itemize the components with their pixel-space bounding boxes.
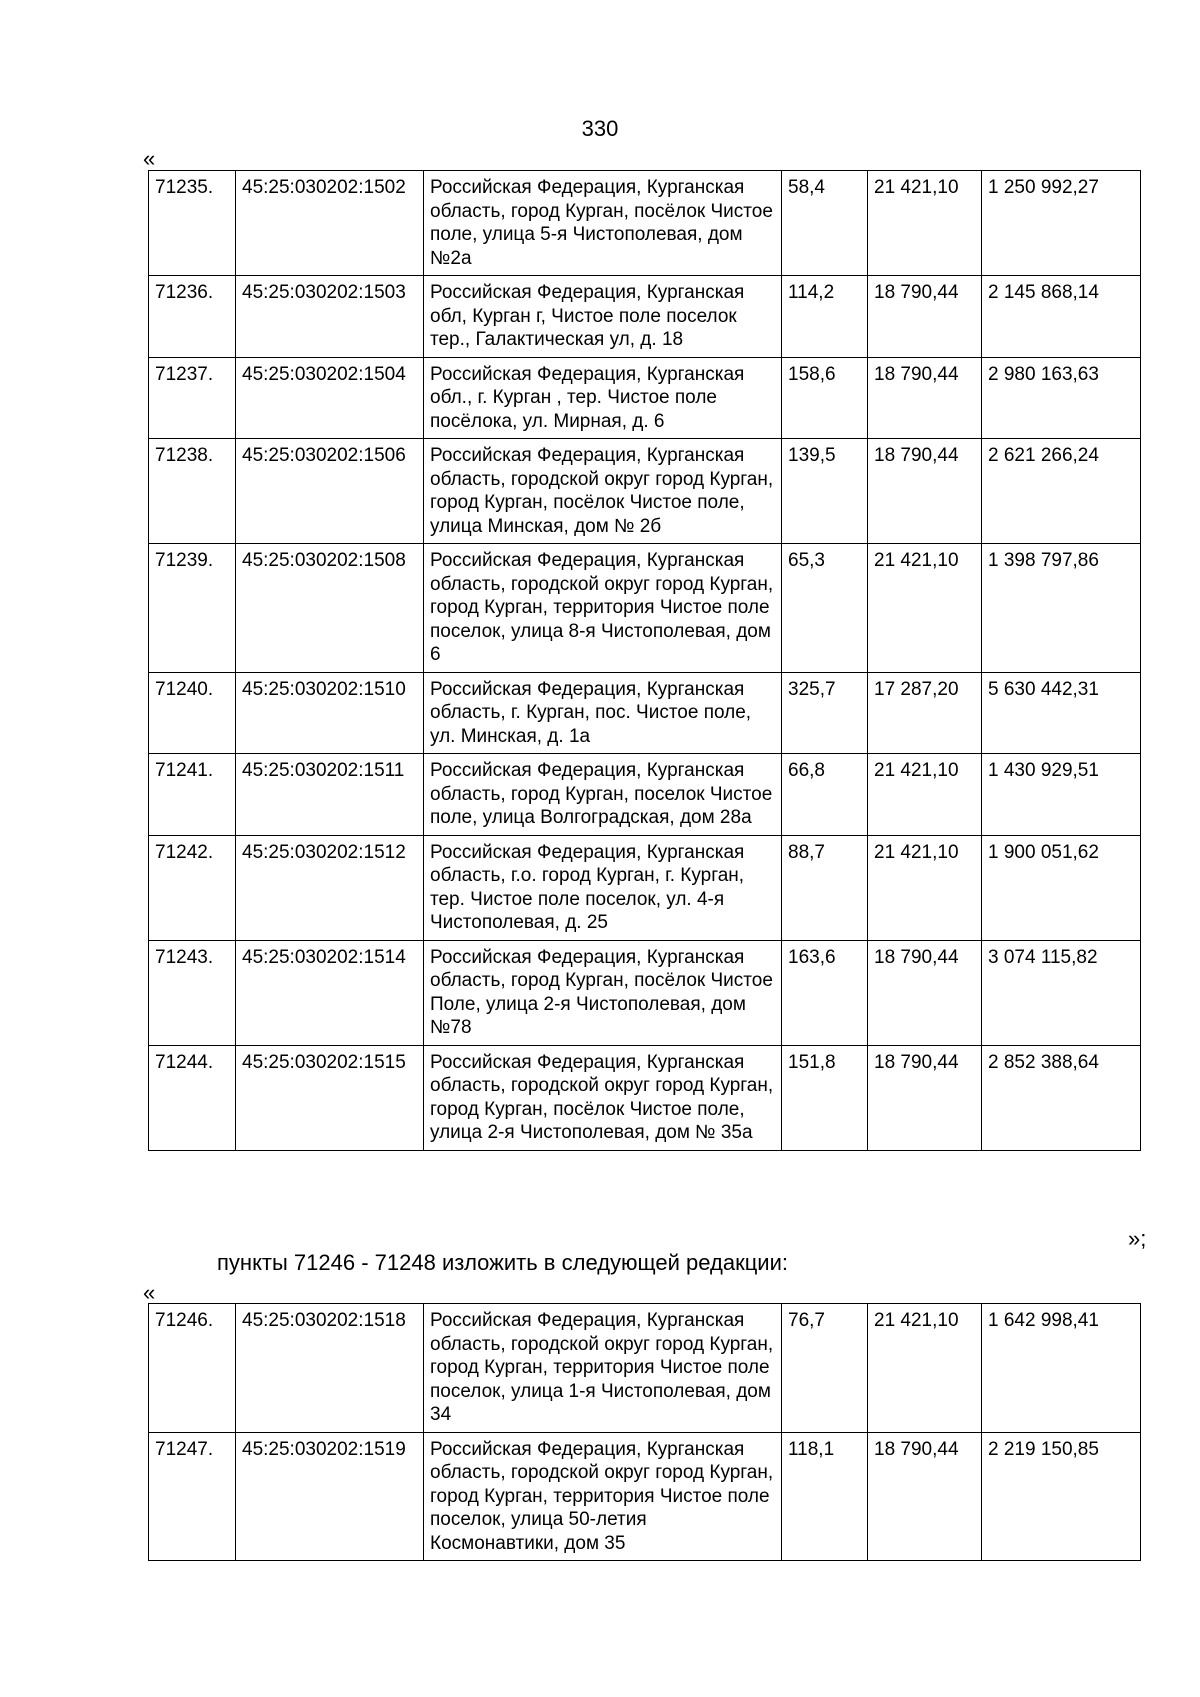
cadastral-number-cell: 45:25:030202:1514 [236,940,424,1045]
area-cell: 325,7 [782,672,868,754]
unit-value-cell: 21 421,10 [868,835,982,940]
unit-value-cell: 18 790,44 [868,940,982,1045]
opening-quote-2: « [143,1280,156,1305]
cadastral-value-cell: 1 900 051,62 [982,835,1141,940]
table-row [149,1432,1141,1561]
table-row [149,672,1141,754]
area-cell: 114,2 [782,276,868,358]
address-cell: Российская Федерация, Курганская обл., г. Курган , тер. Чистое поле посёлока, ул. Мирная, д. 6 [424,357,782,439]
cadastral-value-cell: 2 219 150,85 [982,1432,1141,1561]
table-row [149,544,1141,673]
cadastral-value-cell: 5 630 442,31 [982,672,1141,754]
cadastral-number-cell: 45:25:030202:1506 [236,439,424,544]
cadastral-value-cell: 2 980 163,63 [982,357,1141,439]
property-table-2 [148,1303,1141,1561]
cadastral-number-cell: 45:25:030202:1503 [236,276,424,358]
cadastral-number-cell: 45:25:030202:1519 [236,1432,424,1561]
address-cell: Российская Федерация, Курганская область, город Курган, посёлок Чистое поле, улица 5-я Чистополевая, дом №2а [424,171,782,276]
area-cell: 163,6 [782,940,868,1045]
unit-value-cell: 18 790,44 [868,357,982,439]
cadastral-value-cell: 1 250 992,27 [982,171,1141,276]
table-row [149,1045,1141,1150]
unit-value-cell: 18 790,44 [868,439,982,544]
address-cell: Российская Федерация, Курганская область, городской округ город Курган, город Курган, территория Чистое поле поселок, улица 50-летия Космонавтики, дом 35 [424,1432,782,1561]
address-cell: Российская Федерация, Курганская область, городской округ город Курган, город Курган, территория Чистое поле поселок, улица 8-я Чистополевая, дом 6 [424,544,782,673]
unit-value-cell: 18 790,44 [868,1045,982,1150]
row-number-cell: 71239. [149,544,236,673]
address-cell: Российская Федерация, Курганская область, г.о. город Курган, г. Курган, тер. Чистое поле поселок, ул. 4-я Чистополевая, д. 25 [424,835,782,940]
unit-value-cell: 21 421,10 [868,1304,982,1433]
area-cell: 88,7 [782,835,868,940]
closing-quote: »; [1128,1226,1147,1251]
row-number-cell: 71244. [149,1045,236,1150]
row-number-cell: 71240. [149,672,236,754]
table-row [149,940,1141,1045]
cadastral-value-cell: 1 430 929,51 [982,754,1141,836]
cadastral-value-cell: 1 642 998,41 [982,1304,1141,1433]
table-row [149,1304,1141,1433]
table-row [149,835,1141,940]
cadastral-number-cell: 45:25:030202:1502 [236,171,424,276]
unit-value-cell: 21 421,10 [868,171,982,276]
cadastral-number-cell: 45:25:030202:1518 [236,1304,424,1433]
cadastral-number-cell: 45:25:030202:1511 [236,754,424,836]
row-number-cell: 71243. [149,940,236,1045]
address-cell: Российская Федерация, Курганская область, город Курган, поселок Чистое поле, улица Волгоградская, дом 28а [424,754,782,836]
row-number-cell: 71237. [149,357,236,439]
row-number-cell: 71242. [149,835,236,940]
address-cell: Российская Федерация, Курганская область, городской округ город Курган, город Курган, посёлок Чистое поле, улица Минская, дом № 2б [424,439,782,544]
row-number-cell: 71241. [149,754,236,836]
address-cell: Российская Федерация, Курганская область, городской округ город Курган, город Курган, посёлок Чистое поле, улица 2-я Чистополевая, дом № 35а [424,1045,782,1150]
area-cell: 58,4 [782,171,868,276]
unit-value-cell: 18 790,44 [868,276,982,358]
row-number-cell: 71235. [149,171,236,276]
unit-value-cell: 21 421,10 [868,544,982,673]
cadastral-value-cell: 3 074 115,82 [982,940,1141,1045]
unit-value-cell: 18 790,44 [868,1432,982,1561]
address-cell: Российская Федерация, Курганская область, город Курган, посёлок Чистое Поле, улица 2-я Чистополевая, дом №78 [424,940,782,1045]
cadastral-number-cell: 45:25:030202:1508 [236,544,424,673]
cadastral-number-cell: 45:25:030202:1510 [236,672,424,754]
area-cell: 158,6 [782,357,868,439]
area-cell: 151,8 [782,1045,868,1150]
row-number-cell: 71246. [149,1304,236,1433]
cadastral-value-cell: 2 852 388,64 [982,1045,1141,1150]
area-cell: 76,7 [782,1304,868,1433]
page-number: 330 [581,116,619,141]
opening-quote: « [143,146,156,171]
unit-value-cell: 17 287,20 [868,672,982,754]
row-number-cell: 71236. [149,276,236,358]
area-cell: 65,3 [782,544,868,673]
table-row [149,357,1141,439]
cadastral-value-cell: 2 145 868,14 [982,276,1141,358]
area-cell: 66,8 [782,754,868,836]
area-cell: 139,5 [782,439,868,544]
table-row [149,439,1141,544]
cadastral-value-cell: 2 621 266,24 [982,439,1141,544]
table-row [149,276,1141,358]
address-cell: Российская Федерация, Курганская область, городской округ город Курган, город Курган, территория Чистое поле поселок, улица 1-я Чистополевая, дом 34 [424,1304,782,1433]
unit-value-cell: 21 421,10 [868,754,982,836]
cadastral-value-cell: 1 398 797,86 [982,544,1141,673]
address-cell: Российская Федерация, Курганская обл, Курган г, Чистое поле поселок тер., Галактическая ул, д. 18 [424,276,782,358]
row-number-cell: 71238. [149,439,236,544]
table-row [149,754,1141,836]
area-cell: 118,1 [782,1432,868,1561]
table-row [149,171,1141,276]
cadastral-number-cell: 45:25:030202:1504 [236,357,424,439]
cadastral-number-cell: 45:25:030202:1512 [236,835,424,940]
property-table-1 [148,170,1141,1151]
cadastral-number-cell: 45:25:030202:1515 [236,1045,424,1150]
amendment-instruction: пункты 71246 - 71248 изложить в следующей редакции: [217,1250,789,1275]
row-number-cell: 71247. [149,1432,236,1561]
address-cell: Российская Федерация, Курганская область, г. Курган, пос. Чистое поле, ул. Минская, д. 1а [424,672,782,754]
